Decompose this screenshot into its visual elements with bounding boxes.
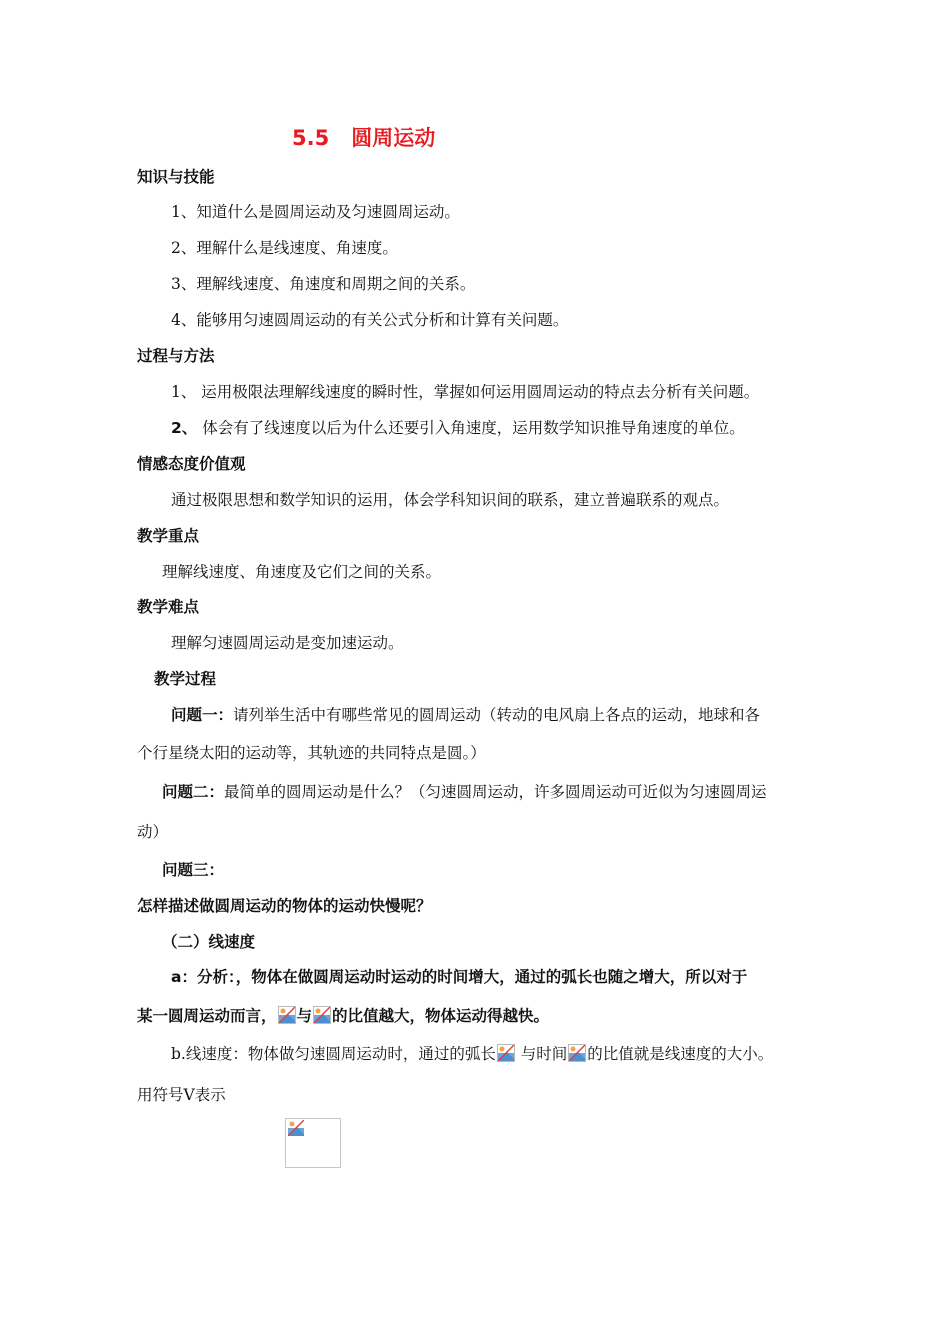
- broken-image-icon: [313, 1006, 331, 1024]
- definition-line-1: [171, 1044, 773, 1064]
- analysis-line-2: [137, 1006, 549, 1026]
- definition-line-1-pre: b.线速度：物体做匀速圆周运动时，通过的弧长: [171, 1045, 496, 1063]
- process-item-1: 1、 运用极限法理解线速度的瞬时性，掌握如何运用圆周运动的特点去分析有关问题。: [171, 383, 760, 401]
- broken-image-icon: [278, 1006, 296, 1024]
- knowledge-item-4: 4、能够用匀速圆周运动的有关公式分析和计算有关问题。: [171, 311, 569, 329]
- question-2-text: 最简单的圆周运动是什么？（匀速圆周运动，许多圆周运动可近似为匀速圆周运: [224, 783, 767, 801]
- analysis-line-2-mid: 与: [296, 1007, 313, 1025]
- analysis-line-2-post: 的比值越大，物体运动得越快。: [332, 1007, 550, 1025]
- broken-image-icon: [497, 1044, 515, 1062]
- emotion-item: 通过极限思想和数学知识的运用，体会学科知识间的联系，建立普遍联系的观点。: [171, 491, 730, 509]
- knowledge-item-3: 3、理解线速度、角速度和周期之间的关系。: [171, 275, 476, 293]
- process-item-2: [171, 418, 745, 438]
- question-2-line-1: [162, 782, 767, 802]
- analysis-line-1: a：分析：，物体在做圆周运动时运动的时间增大，通过的弧长也随之增大，所以对于: [171, 968, 748, 986]
- section-linear-velocity: （二）线速度: [162, 933, 256, 951]
- heading-difficult-points: 教学难点: [137, 598, 200, 616]
- page-title: [292, 124, 435, 152]
- broken-image-icon: [568, 1044, 586, 1062]
- definition-line-2: 用符号V表示: [137, 1086, 226, 1104]
- key-point-item: 理解线速度、角速度及它们之间的关系。: [162, 563, 442, 581]
- process-item-2-text: 体会有了线速度以后为什么还要引入角速度，运用数学知识推导角速度的单位。: [197, 419, 745, 437]
- difficult-point-item: 理解匀速圆周运动是变加速运动。: [171, 634, 404, 652]
- title-text: 圆周运动: [351, 126, 436, 150]
- question-3-label: 问题三：: [162, 861, 225, 879]
- heading-key-points: 教学重点: [137, 527, 200, 545]
- definition-line-1-post: 的比值就是线速度的大小。: [587, 1045, 774, 1063]
- question-3-text: 怎样描述做圆周运动的物体的运动快慢呢？: [137, 897, 432, 915]
- heading-knowledge: 知识与技能: [137, 168, 215, 186]
- heading-process: 过程与方法: [137, 347, 215, 365]
- heading-emotion: 情感态度价值观: [137, 455, 246, 473]
- question-1-label: 问题一：: [171, 706, 234, 724]
- knowledge-item-2: 2、理解什么是线速度、角速度。: [171, 239, 398, 257]
- question-1-line-1: [171, 705, 760, 725]
- question-1-line-2: 个行星绕太阳的运动等，其轨迹的共同特点是圆。）: [137, 744, 486, 762]
- question-2-label: 问题二：: [162, 783, 225, 801]
- formula-image-placeholder: [285, 1118, 341, 1168]
- analysis-line-2-pre: 某一圆周运动而言，: [137, 1007, 277, 1025]
- question-1-text: 请列举生活中有哪些常见的圆周运动（转动的电风扇上各点的运动，地球和各: [233, 706, 761, 724]
- heading-teaching-process: 教学过程: [154, 670, 217, 688]
- definition-line-1-mid: 与时间: [515, 1045, 568, 1063]
- title-number: 5.5: [292, 126, 330, 150]
- question-2-line-2: 动）: [137, 823, 169, 841]
- broken-image-icon: [288, 1120, 306, 1138]
- knowledge-item-1: 1、知道什么是圆周运动及匀速圆周运动。: [171, 203, 460, 221]
- process-item-2-number: 2、: [171, 419, 198, 437]
